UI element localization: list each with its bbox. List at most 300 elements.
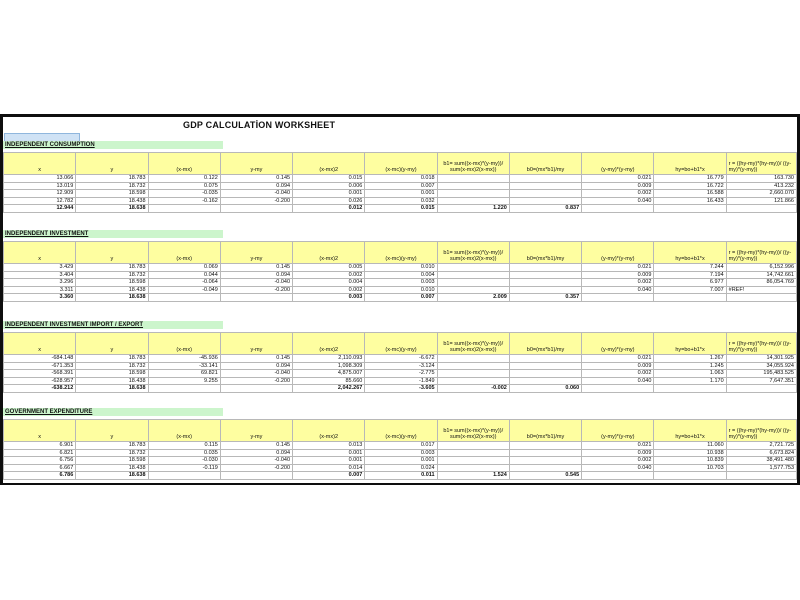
table-cell[interactable]: 0.002 [582, 190, 654, 198]
table-cell[interactable]: 0.002 [293, 271, 365, 279]
column-header[interactable]: (x-mc)(y-my) [365, 153, 437, 175]
table-cell[interactable]: 0.115 [148, 442, 220, 450]
table-cell[interactable]: 85.660 [293, 377, 365, 385]
table-cell[interactable]: 0.017 [365, 442, 437, 450]
total-cell[interactable] [654, 472, 726, 480]
column-header[interactable]: b1= sum((x-mx)*(y-my))/ sum(x-mx)2(x-mx)) [437, 333, 509, 355]
table-cell[interactable]: -0.040 [220, 190, 292, 198]
table-cell[interactable]: 1.063 [654, 370, 726, 378]
total-cell[interactable]: 6.786 [4, 472, 76, 480]
section-table [3, 241, 797, 302]
total-cell[interactable]: 18.638 [76, 205, 148, 213]
table-cell[interactable]: 0.021 [582, 264, 654, 272]
table-cell[interactable] [437, 464, 509, 472]
total-cell[interactable]: -638.212 [4, 385, 76, 393]
table-cell[interactable]: 18.438 [76, 377, 148, 385]
section-title[interactable]: GOVERNMENT EXPENDİTURE [3, 408, 223, 416]
table-cell[interactable] [509, 362, 581, 370]
total-cell[interactable] [220, 205, 292, 213]
section-title[interactable]: INDEPENDENT INVESTMENT IMPORT / EXPORT [3, 321, 223, 329]
table-cell[interactable]: 0.040 [582, 464, 654, 472]
table-cell[interactable]: 6.901 [4, 442, 76, 450]
table-cell[interactable]: 3.404 [4, 271, 76, 279]
total-row [4, 385, 797, 393]
total-row [4, 472, 797, 480]
table-row [4, 370, 797, 378]
table-cell[interactable]: 13.019 [4, 182, 76, 190]
table-cell[interactable]: 0.040 [582, 197, 654, 205]
total-cell[interactable] [654, 294, 726, 302]
table-cell[interactable]: 0.002 [582, 370, 654, 378]
table-cell[interactable]: 0.007 [365, 182, 437, 190]
total-cell[interactable] [148, 472, 220, 480]
table-cell[interactable] [437, 362, 509, 370]
table-cell[interactable] [437, 355, 509, 363]
table-cell[interactable]: 18.598 [76, 190, 148, 198]
table-cell[interactable]: 0.024 [365, 464, 437, 472]
header-row [4, 242, 797, 264]
table-cell[interactable]: 18.598 [76, 279, 148, 287]
column-header[interactable]: hy=bo+b1*x [654, 420, 726, 442]
table-cell[interactable]: 3.296 [4, 279, 76, 287]
table-row [4, 279, 797, 287]
table-cell[interactable]: 0.032 [365, 197, 437, 205]
column-header[interactable]: (x-mx)2 [293, 420, 365, 442]
table-cell[interactable]: 0.002 [293, 286, 365, 294]
column-header[interactable]: b0=(mx*b1)/my [509, 153, 581, 175]
total-cell[interactable]: 0.060 [509, 385, 581, 393]
table-cell[interactable]: 0.002 [582, 279, 654, 287]
table-cell[interactable]: 6,152.996 [726, 264, 796, 272]
column-header[interactable]: x [4, 242, 76, 264]
total-cell[interactable] [654, 205, 726, 213]
table-cell[interactable]: -0.035 [148, 190, 220, 198]
column-header[interactable]: (x-mx)2 [293, 242, 365, 264]
total-cell[interactable]: 18.638 [76, 472, 148, 480]
total-cell[interactable]: 2,042.267 [293, 385, 365, 393]
table-cell[interactable]: 2,721.725 [726, 442, 796, 450]
table-cell[interactable]: 0.021 [582, 175, 654, 183]
column-header[interactable]: b1= sum((x-mx)*(y-my))/ sum(x-mx)2(x-mx)) [437, 153, 509, 175]
table-cell[interactable]: 6,673.824 [726, 449, 796, 457]
table-cell[interactable]: -0.200 [220, 197, 292, 205]
table-cell[interactable]: 0.145 [220, 355, 292, 363]
table-cell[interactable]: -628.957 [4, 377, 76, 385]
table-row [4, 197, 797, 205]
table-cell[interactable] [509, 355, 581, 363]
table-cell[interactable]: 3.311 [4, 286, 76, 294]
table-cell[interactable]: 18.438 [76, 464, 148, 472]
table-cell[interactable]: 69.821 [148, 370, 220, 378]
table-cell[interactable]: 3.429 [4, 264, 76, 272]
table-cell[interactable] [509, 182, 581, 190]
table-cell[interactable]: 18.732 [76, 449, 148, 457]
total-cell[interactable] [582, 385, 654, 393]
header-row [4, 153, 797, 175]
table-cell[interactable] [437, 271, 509, 279]
table-cell[interactable]: 10.703 [654, 464, 726, 472]
table-cell[interactable]: 0.069 [148, 264, 220, 272]
table-cell[interactable]: -0.049 [148, 286, 220, 294]
section-title[interactable]: INDEPENDENT CONSUMPTİON [3, 141, 223, 149]
table-cell[interactable]: 0.009 [582, 271, 654, 279]
table-cell[interactable] [509, 442, 581, 450]
total-cell[interactable] [148, 205, 220, 213]
table-cell[interactable]: 0.122 [148, 175, 220, 183]
column-header[interactable]: y [76, 333, 148, 355]
column-header[interactable]: y-my [220, 153, 292, 175]
column-header[interactable]: (x-mx)2 [293, 153, 365, 175]
table-cell[interactable] [509, 464, 581, 472]
table-cell[interactable] [437, 442, 509, 450]
header-row [4, 333, 797, 355]
column-header[interactable]: y-my [220, 242, 292, 264]
column-header[interactable]: r = ((hy-my)*(hy-my))/ ((y-my)*(y-my)) [726, 153, 796, 175]
table-cell[interactable]: 10.839 [654, 457, 726, 465]
table-cell[interactable] [437, 197, 509, 205]
table-cell[interactable] [509, 175, 581, 183]
table-cell[interactable]: 0.003 [365, 449, 437, 457]
total-cell[interactable]: 0.007 [365, 294, 437, 302]
column-header[interactable]: y [76, 153, 148, 175]
table-cell[interactable] [509, 190, 581, 198]
table-cell[interactable] [509, 197, 581, 205]
total-cell[interactable] [148, 294, 220, 302]
table-cell[interactable]: -6.672 [365, 355, 437, 363]
total-cell[interactable] [726, 385, 796, 393]
table-cell[interactable]: -0.040 [220, 457, 292, 465]
table-cell[interactable]: 13.066 [4, 175, 76, 183]
table-cell[interactable] [509, 271, 581, 279]
section-table [3, 332, 797, 393]
column-header[interactable]: (y-my)*(y-my) [582, 420, 654, 442]
table-cell[interactable] [509, 377, 581, 385]
table-cell[interactable]: -671.353 [4, 362, 76, 370]
table-cell[interactable] [509, 449, 581, 457]
table-cell[interactable]: 0.010 [365, 264, 437, 272]
table-cell[interactable]: 9.255 [148, 377, 220, 385]
table-cell[interactable] [437, 279, 509, 287]
table-cell[interactable]: 11.060 [654, 442, 726, 450]
table-cell[interactable]: 0.035 [148, 449, 220, 457]
table-cell[interactable]: 0.013 [293, 442, 365, 450]
table-cell[interactable]: 7.244 [654, 264, 726, 272]
table-cell[interactable]: 0.009 [582, 362, 654, 370]
table-cell[interactable] [509, 370, 581, 378]
table-cell[interactable]: 195,483.525 [726, 370, 796, 378]
column-header[interactable]: (x-mc)(y-my) [365, 242, 437, 264]
table-cell[interactable]: -33.141 [148, 362, 220, 370]
table-cell[interactable]: 6.667 [4, 464, 76, 472]
table-cell[interactable]: 0.094 [220, 449, 292, 457]
column-header[interactable]: hy=bo+b1*x [654, 333, 726, 355]
table-cell[interactable]: 1,577.753 [726, 464, 796, 472]
table-cell[interactable] [437, 457, 509, 465]
table-cell[interactable]: 0.040 [582, 286, 654, 294]
column-header[interactable]: r = ((hy-my)*(hy-my))/ ((y-my)*(y-my)) [726, 333, 796, 355]
total-cell[interactable] [220, 294, 292, 302]
table-cell[interactable]: 4,875.007 [293, 370, 365, 378]
table-cell[interactable]: 18.732 [76, 362, 148, 370]
table-row [4, 264, 797, 272]
table-cell[interactable]: -0.200 [220, 464, 292, 472]
total-cell[interactable] [582, 205, 654, 213]
table-cell[interactable]: 18.598 [76, 370, 148, 378]
table-cell[interactable]: 1.245 [654, 362, 726, 370]
table-row [4, 377, 797, 385]
table-cell[interactable]: 0.145 [220, 264, 292, 272]
total-cell[interactable] [582, 472, 654, 480]
table-row [4, 190, 797, 198]
table-cell[interactable]: 0.015 [293, 175, 365, 183]
total-cell[interactable]: 18.638 [76, 294, 148, 302]
column-header[interactable]: x [4, 333, 76, 355]
table-row [4, 464, 797, 472]
table-row [4, 355, 797, 363]
table-cell[interactable]: 0.006 [293, 182, 365, 190]
total-cell[interactable]: 0.007 [293, 472, 365, 480]
table-cell[interactable]: -45.936 [148, 355, 220, 363]
total-cell[interactable]: -0.002 [437, 385, 509, 393]
table-cell[interactable]: 0.094 [220, 182, 292, 190]
table-row [4, 271, 797, 279]
table-cell[interactable]: 7,647.351 [726, 377, 796, 385]
table-cell[interactable]: 6.977 [654, 279, 726, 287]
column-header[interactable]: hy=bo+b1*x [654, 242, 726, 264]
table-cell[interactable]: -0.162 [148, 197, 220, 205]
top-margin [0, 0, 800, 114]
table-row [4, 457, 797, 465]
table-cell[interactable]: 0.021 [582, 355, 654, 363]
column-header[interactable]: (x-mx) [148, 153, 220, 175]
table-cell[interactable]: -0.064 [148, 279, 220, 287]
table-cell[interactable]: 413.232 [726, 182, 796, 190]
table-cell[interactable]: 0.004 [293, 279, 365, 287]
total-cell[interactable]: 12.944 [4, 205, 76, 213]
table-cell[interactable]: 0.010 [365, 286, 437, 294]
column-header[interactable]: (x-mx) [148, 420, 220, 442]
table-cell[interactable]: 6.821 [4, 449, 76, 457]
column-header[interactable]: (y-my)*(y-my) [582, 153, 654, 175]
table-row [4, 449, 797, 457]
table-cell[interactable]: 0.145 [220, 175, 292, 183]
table-cell[interactable]: 0.044 [148, 271, 220, 279]
column-header[interactable]: y [76, 420, 148, 442]
table-cell[interactable]: 0.075 [148, 182, 220, 190]
column-header[interactable]: hy=bo+b1*x [654, 153, 726, 175]
table-row [4, 182, 797, 190]
table-cell[interactable]: 1.170 [654, 377, 726, 385]
table-cell[interactable]: -0.040 [220, 279, 292, 287]
table-cell[interactable]: 18.598 [76, 457, 148, 465]
total-cell[interactable] [726, 205, 796, 213]
table-cell[interactable]: -2.775 [365, 370, 437, 378]
spreadsheet-area[interactable] [3, 117, 797, 483]
column-header[interactable]: b0=(mx*b1)/my [509, 333, 581, 355]
table-cell[interactable]: 12.909 [4, 190, 76, 198]
table-cell[interactable]: 0.094 [220, 362, 292, 370]
table-cell[interactable]: 34,055.924 [726, 362, 796, 370]
table-cell[interactable]: 1,098.309 [293, 362, 365, 370]
table-cell[interactable]: 0.004 [365, 271, 437, 279]
table-cell[interactable]: 18.732 [76, 271, 148, 279]
total-cell[interactable]: 0.015 [365, 205, 437, 213]
column-header[interactable]: (x-mx) [148, 242, 220, 264]
column-header[interactable]: b0=(mx*b1)/my [509, 242, 581, 264]
total-cell[interactable]: 0.003 [293, 294, 365, 302]
table-cell[interactable]: 2,110.093 [293, 355, 365, 363]
column-header[interactable]: (x-mc)(y-my) [365, 420, 437, 442]
table-cell[interactable]: 18.783 [76, 442, 148, 450]
total-cell[interactable]: 18.638 [76, 385, 148, 393]
table-cell[interactable]: -568.391 [4, 370, 76, 378]
table-cell[interactable] [437, 370, 509, 378]
section-table [3, 152, 797, 213]
table-cell[interactable]: 12.782 [4, 197, 76, 205]
total-cell[interactable]: 1.524 [437, 472, 509, 480]
column-header[interactable]: (x-mx)2 [293, 333, 365, 355]
table-cell[interactable]: 0.145 [220, 442, 292, 450]
table-cell[interactable]: -0.040 [220, 370, 292, 378]
column-header[interactable]: (y-my)*(y-my) [582, 242, 654, 264]
total-cell[interactable]: 0.357 [509, 294, 581, 302]
column-header[interactable]: b0=(mx*b1)/my [509, 420, 581, 442]
table-cell[interactable]: 14,742.661 [726, 271, 796, 279]
table-cell[interactable]: 0.003 [365, 279, 437, 287]
total-cell[interactable]: -3.605 [365, 385, 437, 393]
column-header[interactable]: y [76, 242, 148, 264]
table-cell[interactable]: -684.148 [4, 355, 76, 363]
table-cell[interactable]: 6.756 [4, 457, 76, 465]
column-header[interactable]: y-my [220, 420, 292, 442]
header-row [4, 420, 797, 442]
table-cell[interactable]: 14,301.925 [726, 355, 796, 363]
table-cell[interactable]: 0.009 [582, 182, 654, 190]
column-header[interactable]: r = ((hy-my)*(hy-my))/ ((y-my)*(y-my)) [726, 242, 796, 264]
total-cell[interactable] [654, 385, 726, 393]
total-row [4, 294, 797, 302]
total-cell[interactable]: 3.360 [4, 294, 76, 302]
table-cell[interactable] [437, 286, 509, 294]
column-header[interactable]: (x-mc)(y-my) [365, 333, 437, 355]
table-cell[interactable]: 16.433 [654, 197, 726, 205]
table-cell[interactable] [437, 175, 509, 183]
table-cell[interactable]: 0.009 [582, 449, 654, 457]
total-cell[interactable] [726, 472, 796, 480]
table-cell[interactable]: 0.005 [293, 264, 365, 272]
table-cell[interactable] [437, 449, 509, 457]
total-cell[interactable] [726, 294, 796, 302]
table-cell[interactable] [437, 377, 509, 385]
table-cell[interactable]: 18.783 [76, 355, 148, 363]
table-cell[interactable]: 0.026 [293, 197, 365, 205]
total-cell[interactable]: 0.837 [509, 205, 581, 213]
table-cell[interactable]: 0.001 [293, 457, 365, 465]
table-row [4, 442, 797, 450]
bottom-margin [0, 485, 800, 600]
total-cell[interactable] [148, 385, 220, 393]
table-row [4, 286, 797, 294]
table-cell[interactable]: 18.783 [76, 175, 148, 183]
table-cell[interactable]: 0.018 [365, 175, 437, 183]
total-cell[interactable] [220, 385, 292, 393]
worksheet-title: GDP CALCULATİON WORKSHEET [183, 120, 336, 130]
table-cell[interactable]: -0.200 [220, 377, 292, 385]
table-cell[interactable]: 7.007 [654, 286, 726, 294]
table-cell[interactable]: -1.849 [365, 377, 437, 385]
table-cell[interactable]: 18.438 [76, 286, 148, 294]
total-cell[interactable]: 2.009 [437, 294, 509, 302]
table-cell[interactable]: -3.124 [365, 362, 437, 370]
table-cell[interactable]: -0.119 [148, 464, 220, 472]
column-header[interactable]: b1= sum((x-mx)*(y-my))/ sum(x-mx)2(x-mx)) [437, 242, 509, 264]
table-cell[interactable]: 0.094 [220, 271, 292, 279]
table-cell[interactable]: 163.730 [726, 175, 796, 183]
total-cell[interactable]: 0.545 [509, 472, 581, 480]
column-header[interactable]: r = ((hy-my)*(hy-my))/ ((y-my)*(y-my)) [726, 420, 796, 442]
table-cell[interactable]: 38,491.480 [726, 457, 796, 465]
section-table [3, 419, 797, 480]
table-cell[interactable] [437, 190, 509, 198]
table-cell[interactable]: 18.438 [76, 197, 148, 205]
table-cell[interactable]: 18.783 [76, 264, 148, 272]
table-row [4, 362, 797, 370]
total-cell[interactable] [582, 294, 654, 302]
column-header[interactable]: x [4, 153, 76, 175]
column-header[interactable]: x [4, 420, 76, 442]
table-cell[interactable]: -0.030 [148, 457, 220, 465]
table-cell[interactable] [509, 286, 581, 294]
table-cell[interactable]: 16.779 [654, 175, 726, 183]
column-header[interactable]: (x-mx) [148, 333, 220, 355]
table-cell[interactable]: 121.866 [726, 197, 796, 205]
column-header[interactable]: (y-my)*(y-my) [582, 333, 654, 355]
table-cell[interactable]: 0.014 [293, 464, 365, 472]
total-cell[interactable] [220, 472, 292, 480]
table-cell[interactable]: 16.588 [654, 190, 726, 198]
column-header[interactable]: y-my [220, 333, 292, 355]
table-cell[interactable]: 86,054.769 [726, 279, 796, 287]
table-cell[interactable]: 0.021 [582, 442, 654, 450]
section-title[interactable]: INDEPENDENT INVESTMENT [3, 230, 223, 238]
table-cell[interactable] [509, 457, 581, 465]
table-cell[interactable]: 0.002 [582, 457, 654, 465]
total-cell[interactable]: 1.220 [437, 205, 509, 213]
table-row [4, 175, 797, 183]
table-cell[interactable] [437, 264, 509, 272]
table-cell[interactable]: -0.200 [220, 286, 292, 294]
total-cell[interactable]: 0.011 [365, 472, 437, 480]
table-cell[interactable]: 0.001 [293, 449, 365, 457]
table-cell[interactable]: 0.001 [293, 190, 365, 198]
table-cell[interactable]: 18.732 [76, 182, 148, 190]
total-cell[interactable]: 0.012 [293, 205, 365, 213]
table-cell[interactable] [437, 182, 509, 190]
table-cell[interactable]: 10.938 [654, 449, 726, 457]
table-cell[interactable] [509, 264, 581, 272]
table-cell[interactable]: 16.722 [654, 182, 726, 190]
table-cell[interactable]: #REF! [726, 286, 796, 294]
total-row [4, 205, 797, 213]
table-cell[interactable]: 0.001 [365, 190, 437, 198]
table-cell[interactable]: 0.040 [582, 377, 654, 385]
table-cell[interactable]: 1.267 [654, 355, 726, 363]
table-cell[interactable]: 2,660.070 [726, 190, 796, 198]
table-cell[interactable]: 7.194 [654, 271, 726, 279]
table-cell[interactable] [509, 279, 581, 287]
table-cell[interactable]: 0.001 [365, 457, 437, 465]
column-header[interactable]: b1= sum((x-mx)*(y-my))/ sum(x-mx)2(x-mx)) [437, 420, 509, 442]
